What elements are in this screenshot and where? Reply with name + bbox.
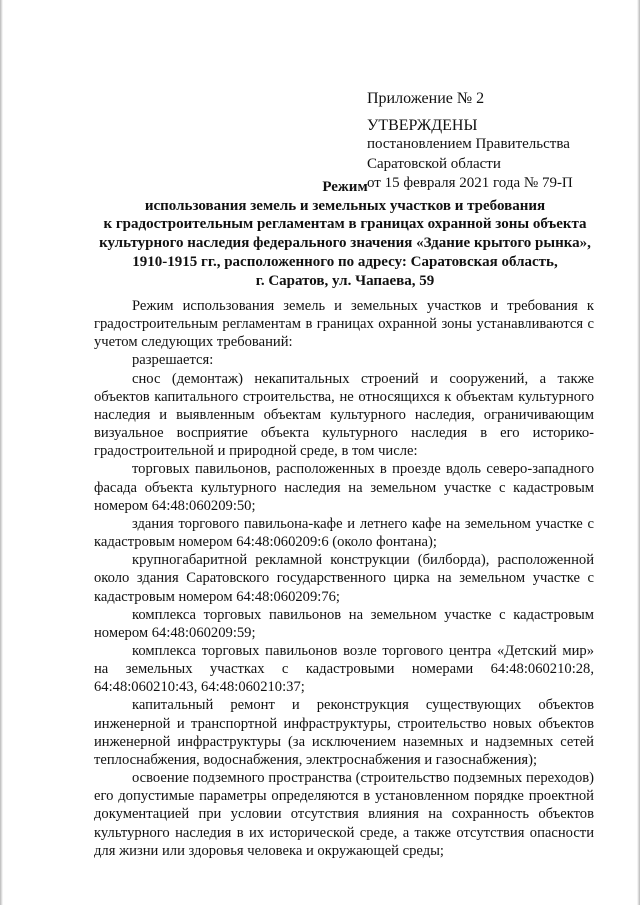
title-line-5: 1910-1915 гг., расположенного по адресу: Саратовская область, [132, 253, 558, 270]
title-line-2: использования земель и земельных участков и требования [144, 197, 546, 214]
paragraph-complex-1: комплекса торговых павильонов на земельном участке с кадастровым номером 64:48:060209:59; [94, 606, 594, 641]
approval-line-2: Саратовской области [367, 155, 501, 172]
paragraph-pavilions: торговых павильонов, расположенных в проезде вдоль северо-западного фасада объекта культурного наследия на земельном участке с кадастровым номером 64:48:060209:50; [94, 461, 594, 514]
paragraph-billboard: крупногабаритной рекламной конструкции (билборда), расположенной около здания Саратовского государственного цирка на земельном участке с кадастровым номером 64:48:060209:76; [94, 552, 594, 605]
title-line-6: г. Саратов, ул. Чапаева, 59 [255, 272, 435, 289]
approval-line-3: от 15 февраля 2021 года № 79-П [367, 175, 573, 191]
title-line-4: культурного наследия федерального значения «Здание крытого рынка», [99, 235, 591, 252]
approval-line-1: постановлением Правительства [367, 136, 570, 152]
paragraph-demolition: снос (демонтаж) некапитальных строений и сооружений, а также объектов капитального строительства, не относящихся к объектам культурного наследия и выявленным объектам культурного наследия, ограничивающим визуальное восприятие объекта культурного наследия в его историко-градостроительной и природной среде, в том числе: [94, 370, 594, 460]
paragraph-allowed: разрешается: [132, 352, 214, 369]
appendix-label: Приложение № 2 [367, 90, 485, 107]
title-line-1: Режим [322, 179, 368, 195]
scan-edge-left [0, 0, 3, 905]
document-title [88, 178, 602, 290]
paragraph-complex-2: комплекса торговых павильонов возле торгового центра «Детский мир» на земельных участках с кадастровыми номерами 64:48:060210:28, 64:48:060210:43, 64:48:060210:37; [94, 642, 594, 696]
document-body [94, 297, 594, 860]
paragraph-intro: Режим использования земель и земельных участков и требования к градостроительным регламентам в границах охранной зоны устанавливаются с учетом следующих требований: [94, 298, 594, 351]
paragraph-infrastructure: капитальный ремонт и реконструкция существующих объектов инженерной и транспортной инфраструктуры, строительство новых объектов инженерной инфраструктуры (за исключением наземных и надземных сетей теплоснабжения, водоснабжения, электроснабжения и газоснабжения); [94, 697, 594, 768]
title-line-3: к градостроительным регламентам в границах охранной зоны объекта [103, 216, 587, 233]
approved-label: УТВЕРЖДЕНЫ [367, 116, 478, 134]
paragraph-cafe: здания торгового павильона-кафе и летнего кафе на земельном участке с кадастровым номером 64:48:060209:6 (около фонтана); [94, 515, 594, 551]
paragraph-underground: освоение подземного пространства (строительство подземных переходов) его допустимые параметры определяются в установленном порядке проектной документацией при условии отсутствия влияния на сохранность объектов культурного наследия в их исторической среде, а также отсутствия опасности для жизни или здоровья человека и окружающей среды; [94, 770, 594, 859]
